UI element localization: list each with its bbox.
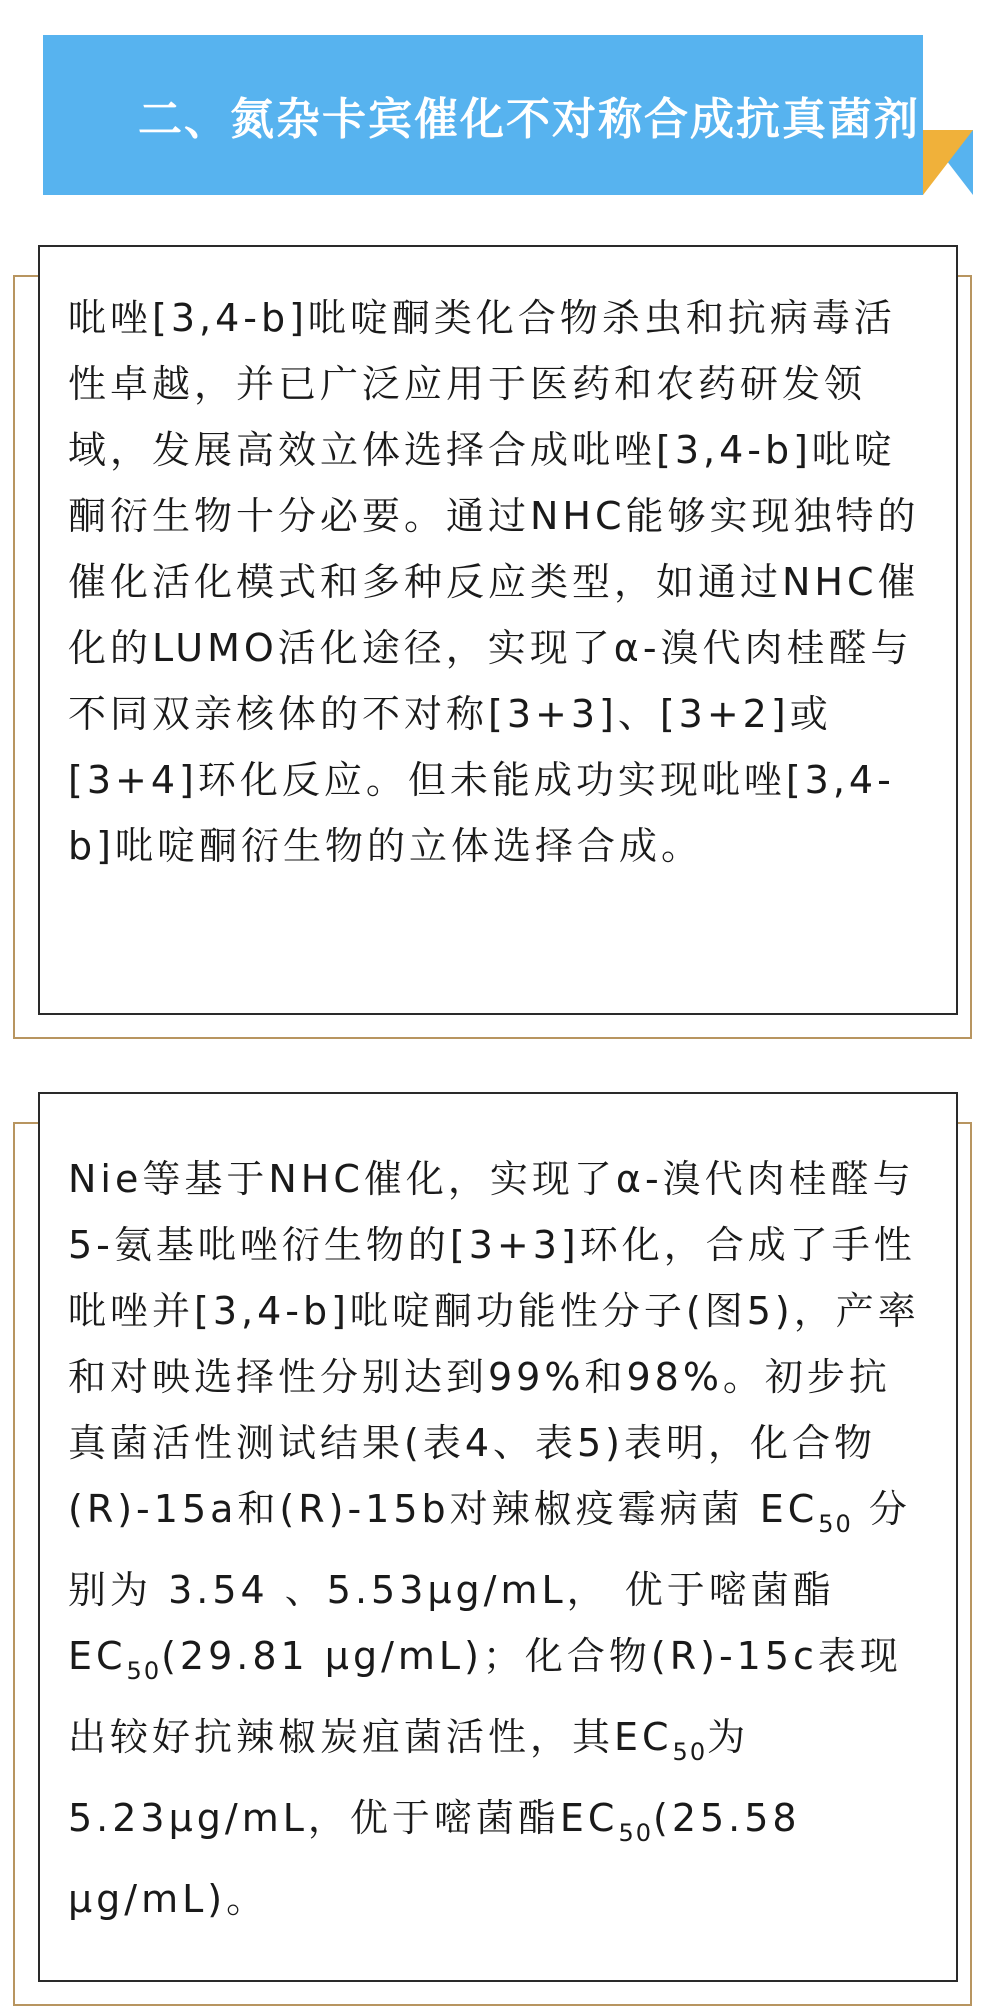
card2-text-part4: 为5.23μg/mL，优于嘧菌酯EC: [68, 1715, 750, 1840]
card2-text-part3: (29.81 μg/mL)；化合物(R)-15c表现出较好抗辣椒炭疽菌活性，其EC: [68, 1634, 902, 1759]
ec50-subscript: 50: [618, 1819, 653, 1847]
card2-text-part2: 分别为 3.54 、5.53μg/mL， 优于嘧菌酯 EC: [68, 1487, 911, 1678]
card2-text-part1: Nie等基于NHC催化，实现了α-溴代肉桂醛与5-氨基吡唑衍生物的[3+3]环化，合成了手性吡唑并[3,4-b]吡啶酮功能性分子(图5)，产率和对映选择性分别达到99%和98%。初步抗真菌活性测试结果(表4、表5)表明，化合物(R)-15a和(R)-15b对辣椒疫霉病菌 EC: [68, 1157, 920, 1531]
text-card-1: [38, 245, 958, 1015]
text-card-2: [38, 1092, 958, 1982]
ec50-subscript: 50: [672, 1738, 708, 1766]
header-fold-accent: [923, 130, 973, 195]
ec50-subscript: 50: [818, 1510, 853, 1538]
card1-paragraph: 吡唑[3,4-b]吡啶酮类化合物杀虫和抗病毒活性卓越，并已广泛应用于医药和农药研发领域，发展高效立体选择合成吡唑[3,4-b]吡啶酮衍生物十分必要。通过NHC能够实现独特的催化活化模式和多种反应类型，如通过NHC催化的LUMO活化途径，实现了α-溴代肉桂醛与不同双亲核体的不对称[3+3]、[3+2]或[3+4]环化反应。但未能成功实现吡唑[3,4-b]吡啶酮衍生物的立体选择合成。: [68, 296, 920, 868]
card2-paragraph: [68, 1146, 926, 1932]
ec50-subscript: 50: [126, 1657, 162, 1685]
section-title: 二、氮杂卡宾催化不对称合成抗真菌剂: [138, 94, 920, 145]
card2-text-part5: (25.58 μg/mL)。: [68, 1796, 801, 1921]
section-header: [43, 35, 923, 195]
